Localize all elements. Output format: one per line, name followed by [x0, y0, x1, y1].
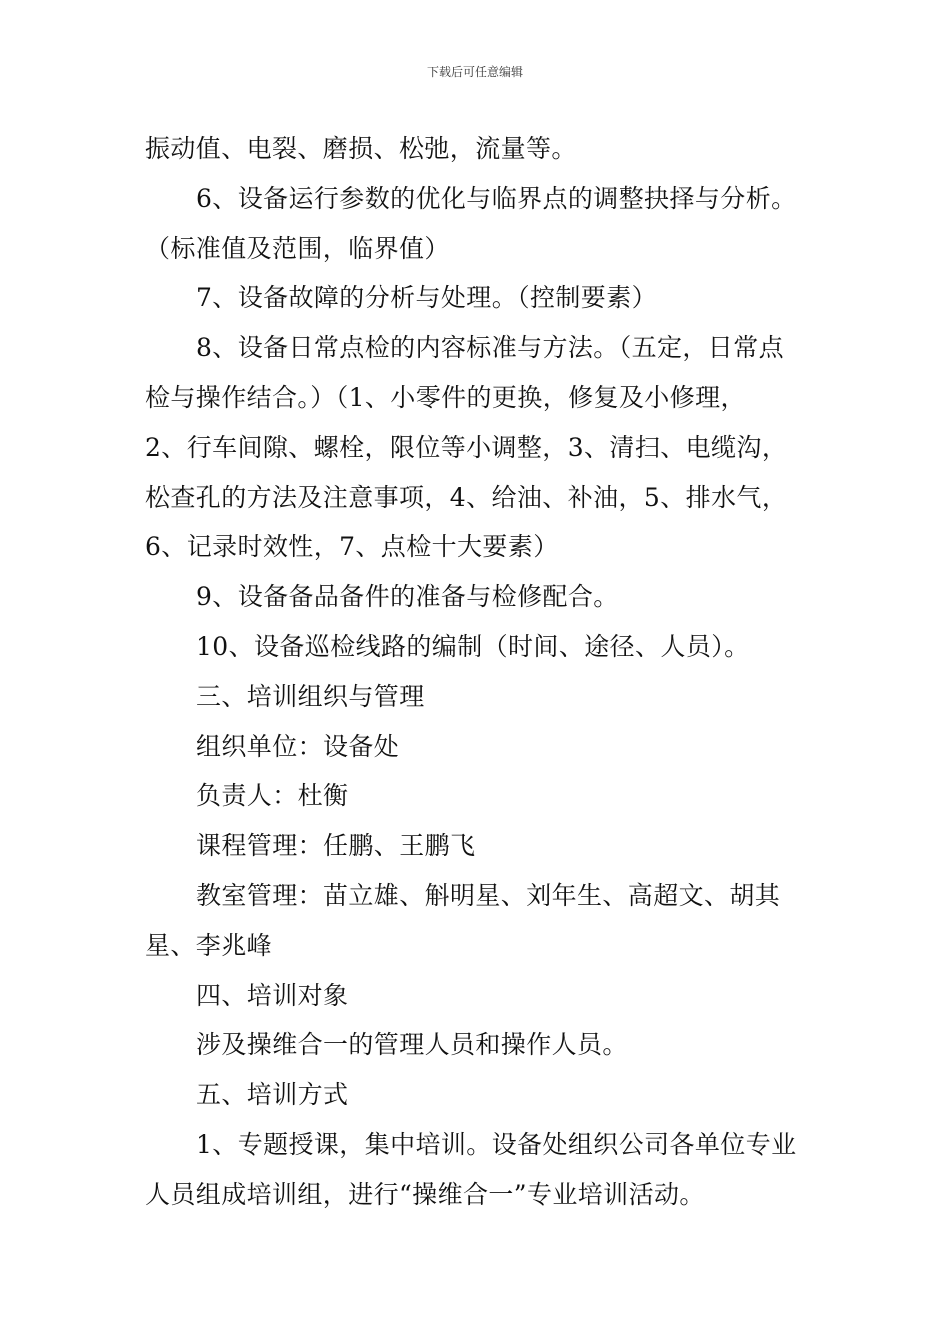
text-line: 6、记录时效性，7、点检十大要素） — [145, 532, 559, 562]
text-line: 10、设备巡检线路的编制（时间、途径、人员）。 — [196, 631, 750, 661]
text-line: 8、设备日常点检的内容标准与方法。（五定，日常点 — [196, 333, 785, 363]
paragraph — [145, 323, 825, 572]
text-line: 三、培训组织与管理 — [196, 681, 425, 711]
text-line: 组织单位：设备处 — [196, 731, 400, 761]
page-header: 下载后可任意编辑 — [426, 65, 523, 79]
text-line: 6、设备运行参数的优化与临界点的调整抉择与分析。 — [196, 183, 797, 213]
paragraph — [145, 722, 825, 772]
document-body — [145, 124, 825, 1220]
text-line: 四、培训对象 — [196, 980, 349, 1010]
paragraph — [145, 871, 825, 971]
section-heading — [145, 672, 825, 722]
paragraph — [145, 1020, 825, 1070]
text-line: 负责人：杜衡 — [196, 781, 349, 811]
paragraph — [145, 771, 825, 821]
text-line: 9、设备备品备件的准备与检修配合。 — [196, 582, 619, 612]
paragraph — [145, 124, 825, 174]
paragraph — [145, 174, 825, 274]
text-line: 振动值、电裂、磨损、松弛，流量等。 — [145, 134, 577, 163]
paragraph — [145, 273, 825, 323]
text-line: 7、设备故障的分析与处理。（控制要素） — [196, 283, 658, 313]
text-line: 检与操作结合。）（1、小零件的更换，修复及小修理， — [145, 382, 746, 412]
paragraph — [145, 1120, 825, 1220]
section-heading — [145, 1070, 825, 1120]
paragraph — [145, 821, 825, 871]
text-line: 星、李兆峰 — [145, 930, 273, 960]
text-line: 教室管理：苗立雄、斛明星、刘年生、高超文、胡其 — [196, 880, 781, 910]
text-line: 人员组成培训组，进行“操维合一”专业培训活动。 — [145, 1179, 705, 1209]
text-line: 2、行车间隙、螺栓，限位等小调整，3、清扫、电缆沟， — [145, 432, 788, 462]
text-line: 涉及操维合一的管理人员和操作人员。 — [196, 1030, 628, 1060]
paragraph — [145, 622, 825, 672]
text-line: （标准值及范围，临界值） — [145, 233, 450, 263]
text-line: 1、专题授课，集中培训。设备处组织公司各单位专业 — [196, 1129, 797, 1159]
paragraph — [145, 572, 825, 622]
text-line: 五、培训方式 — [196, 1080, 349, 1110]
text-line: 松查孔的方法及注意事项，4、给油、补油，5、排水气， — [145, 482, 788, 512]
text-line: 课程管理：任鹏、王鹏飞 — [196, 831, 476, 861]
section-heading — [145, 971, 825, 1021]
